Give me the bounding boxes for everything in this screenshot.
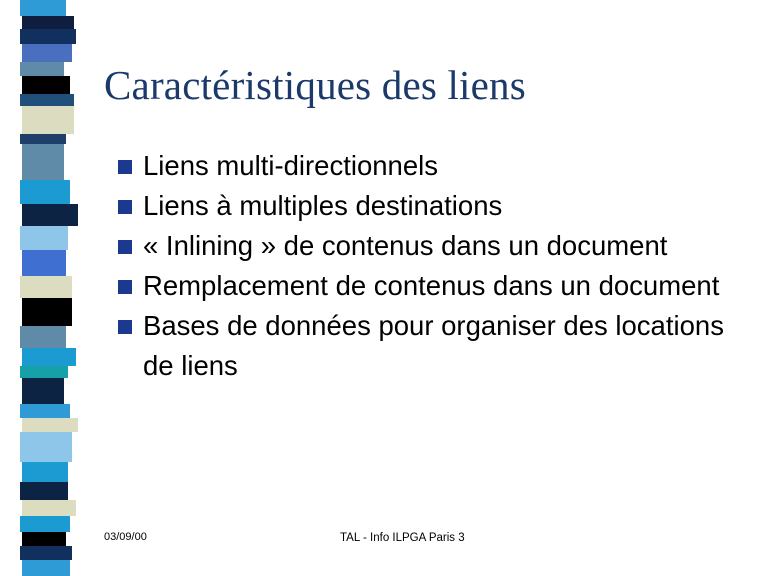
list-item-label: Remplacement de contenus dans un document	[143, 270, 720, 301]
list-item-label: Liens multi-directionnels	[143, 150, 438, 181]
square-bullet-icon	[118, 200, 132, 214]
stripe-band	[22, 462, 68, 482]
stripe-band	[22, 144, 64, 180]
stripe-band	[22, 560, 70, 576]
list-item-label: « Inlining » de contenus dans un document	[143, 230, 668, 261]
stripe-band	[20, 180, 70, 204]
stripe-band	[22, 298, 72, 326]
stripe-band	[20, 432, 72, 462]
list-item	[118, 186, 758, 226]
stripe-band	[22, 378, 64, 404]
stripe-band	[20, 29, 76, 44]
stripe-band	[22, 532, 66, 546]
stripe-band	[22, 418, 78, 432]
stripe-band	[20, 482, 68, 500]
square-bullet-icon	[118, 320, 132, 334]
list-item	[118, 146, 758, 186]
stripe-band	[20, 62, 64, 76]
footer-date: 03/09/00	[104, 531, 147, 543]
stripe-band	[20, 226, 68, 250]
list-item-label: Bases de données pour organiser des locations de liens	[143, 310, 724, 381]
stripe-band	[22, 204, 78, 226]
stripe-band	[22, 44, 72, 62]
stripe-band	[22, 348, 76, 366]
stripe-band	[20, 404, 70, 418]
square-bullet-icon	[118, 160, 132, 174]
stripe-band	[22, 16, 74, 29]
footer-center-text: TAL - Info ILPGA Paris 3	[340, 532, 465, 544]
left-stripe-column	[20, 0, 76, 576]
square-bullet-icon	[118, 240, 132, 254]
list-item	[118, 266, 758, 306]
stripe-band	[20, 276, 72, 298]
square-bullet-icon	[118, 280, 132, 294]
list-item	[118, 226, 758, 266]
bullet-list	[118, 146, 758, 386]
stripe-band	[20, 326, 66, 348]
stripe-band	[20, 0, 66, 16]
list-item-label: Liens à multiples destinations	[143, 190, 503, 221]
stripe-band	[22, 106, 74, 134]
stripe-band	[22, 500, 76, 516]
stripe-band	[20, 366, 68, 378]
stripe-band	[20, 546, 72, 560]
stripe-band	[20, 94, 74, 106]
stripe-band	[20, 516, 70, 532]
page-title: Caractéristiques des liens	[104, 62, 526, 108]
list-item	[118, 306, 758, 386]
stripe-band	[22, 250, 66, 276]
stripe-band	[22, 76, 70, 94]
stripe-band	[20, 134, 66, 144]
